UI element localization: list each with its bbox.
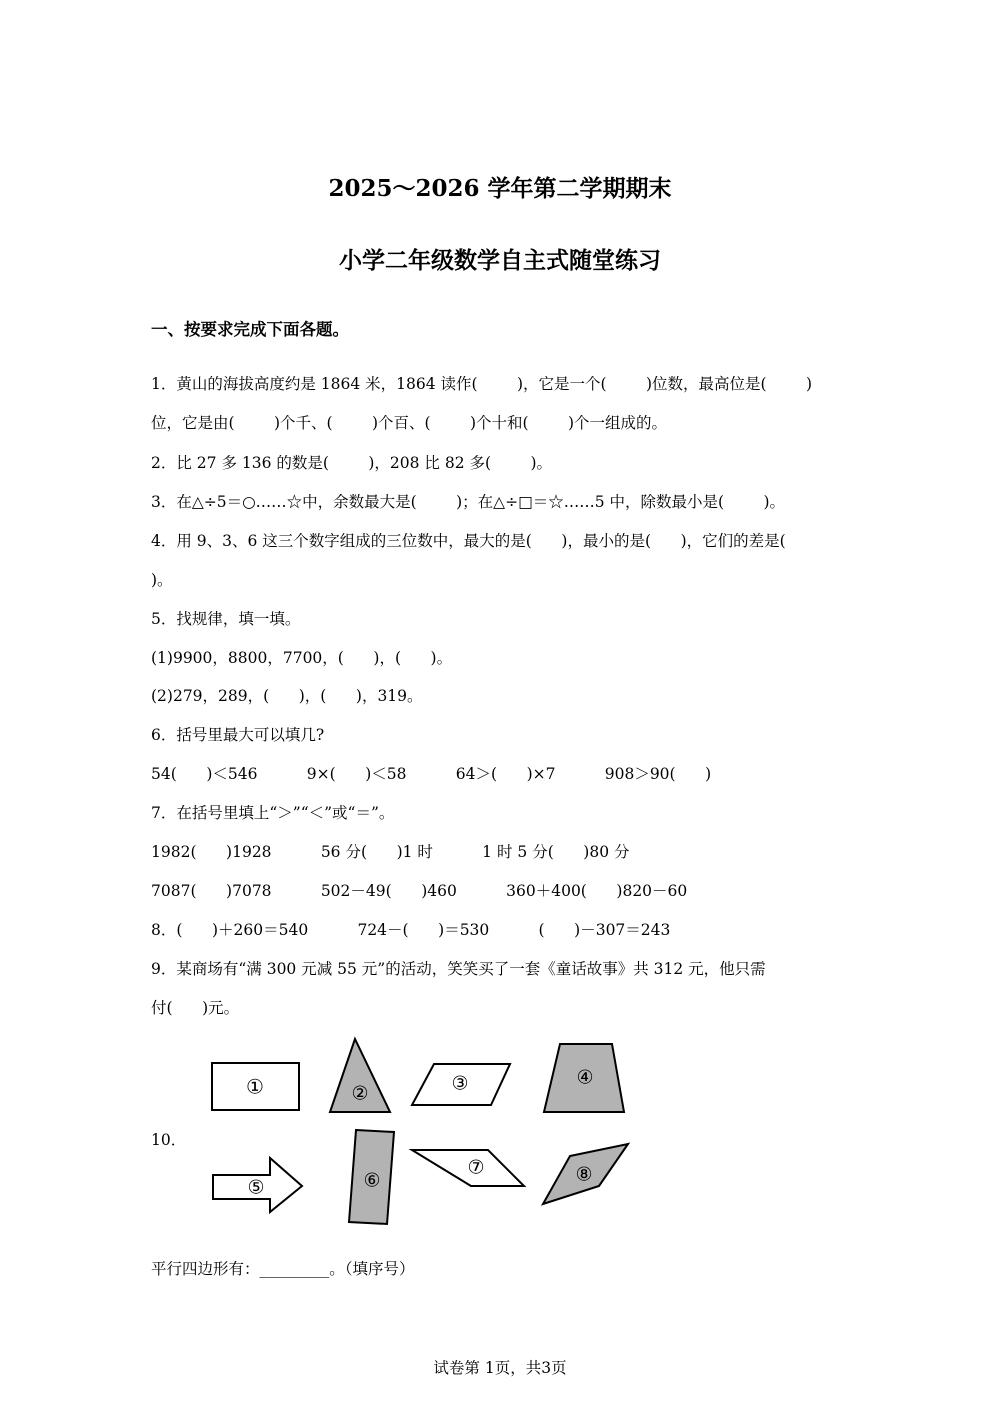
shape-4-trapezoid [544, 1044, 624, 1112]
shapes-figure [205, 1032, 635, 1232]
shape-7-parallelogram [412, 1150, 524, 1186]
shape-8-label: ⑧ [575, 1163, 593, 1186]
shape-8-parallelogram [543, 1144, 628, 1204]
shape-6-label: ⑥ [363, 1169, 381, 1192]
shape-6-rectangle [349, 1130, 394, 1224]
shape-3-label: ③ [451, 1072, 469, 1095]
question-5-part-1: (1)9900，8800，7700，( )，( )。 [151, 649, 453, 667]
shape-2-label: ② [351, 1082, 369, 1105]
question-3: 3．在△÷5＝○……☆中，余数最大是( )；在△÷□＝☆……5 中，除数最小是( )。 [151, 493, 786, 511]
question-7-row-1: 1982( )1928 56 分( )1 时 1 时 5 分( )80 分 [151, 843, 630, 861]
question-8: 8．( )＋260＝540 724－( )＝530 ( )－307＝243 [151, 921, 671, 939]
question-1-line-2: 位，它是由( )个千、( )个百、( )个十和( )个一组成的。 [151, 414, 668, 432]
question-1-line-1: 1．黄山的海拔高度约是 1864 米，1864 读作( )，它是一个( )位数，最高位是( ) [151, 375, 813, 393]
question-9-line-1: 9．某商场有“满 300 元减 55 元”的活动，笑笑买了一套《童话故事》共 312 元，他只需 [151, 960, 766, 978]
shape-3-parallelogram [412, 1064, 510, 1105]
shape-2-triangle [330, 1039, 390, 1112]
question-9-line-2: 付( )元。 [151, 999, 240, 1017]
question-2: 2．比 27 多 136 的数是( )，208 比 82 多( )。 [151, 454, 552, 472]
question-7-row-2: 7087( )7078 502－49( )460 360＋400( )820－60 [151, 882, 688, 900]
page-footer: 试卷第 1页，共3页 [433, 1359, 567, 1377]
question-6-items: 54( )＜546 9×( )＜58 64＞( )×7 908＞90( ) [151, 765, 712, 783]
shape-5-label: ⑤ [247, 1176, 265, 1199]
question-5-part-2: (2)279，289，( )，( )，319。 [151, 687, 423, 705]
question-10-label: 10． [151, 1131, 187, 1149]
question-6: 6．括号里最大可以填几? [151, 726, 325, 744]
question-4-line-2: )。 [151, 571, 173, 589]
shape-7-label: ⑦ [467, 1156, 485, 1179]
shape-1-label: ① [246, 1074, 264, 1099]
section-heading: 一、按要求完成下面各题。 [151, 320, 349, 339]
shape-4-label: ④ [576, 1066, 594, 1089]
title-line-2: 小学二年级数学自主式随堂练习 [339, 247, 661, 274]
question-4-line-1: 4．用 9、3、6 这三个数字组成的三位数中，最大的是( )，最小的是( )，它们的差是( [151, 532, 786, 550]
shape-5-arrow [213, 1158, 302, 1212]
question-5: 5．找规律，填一填。 [151, 610, 301, 628]
title-line-1: 2025～2026 学年第二学期期末 [328, 175, 672, 202]
shape-1-rectangle [212, 1063, 299, 1110]
question-7: 7．在括号里填上“＞”“＜”或“＝”。 [151, 804, 395, 822]
question-10-answer: 平行四边形有：_________。（填序号） [151, 1260, 415, 1278]
